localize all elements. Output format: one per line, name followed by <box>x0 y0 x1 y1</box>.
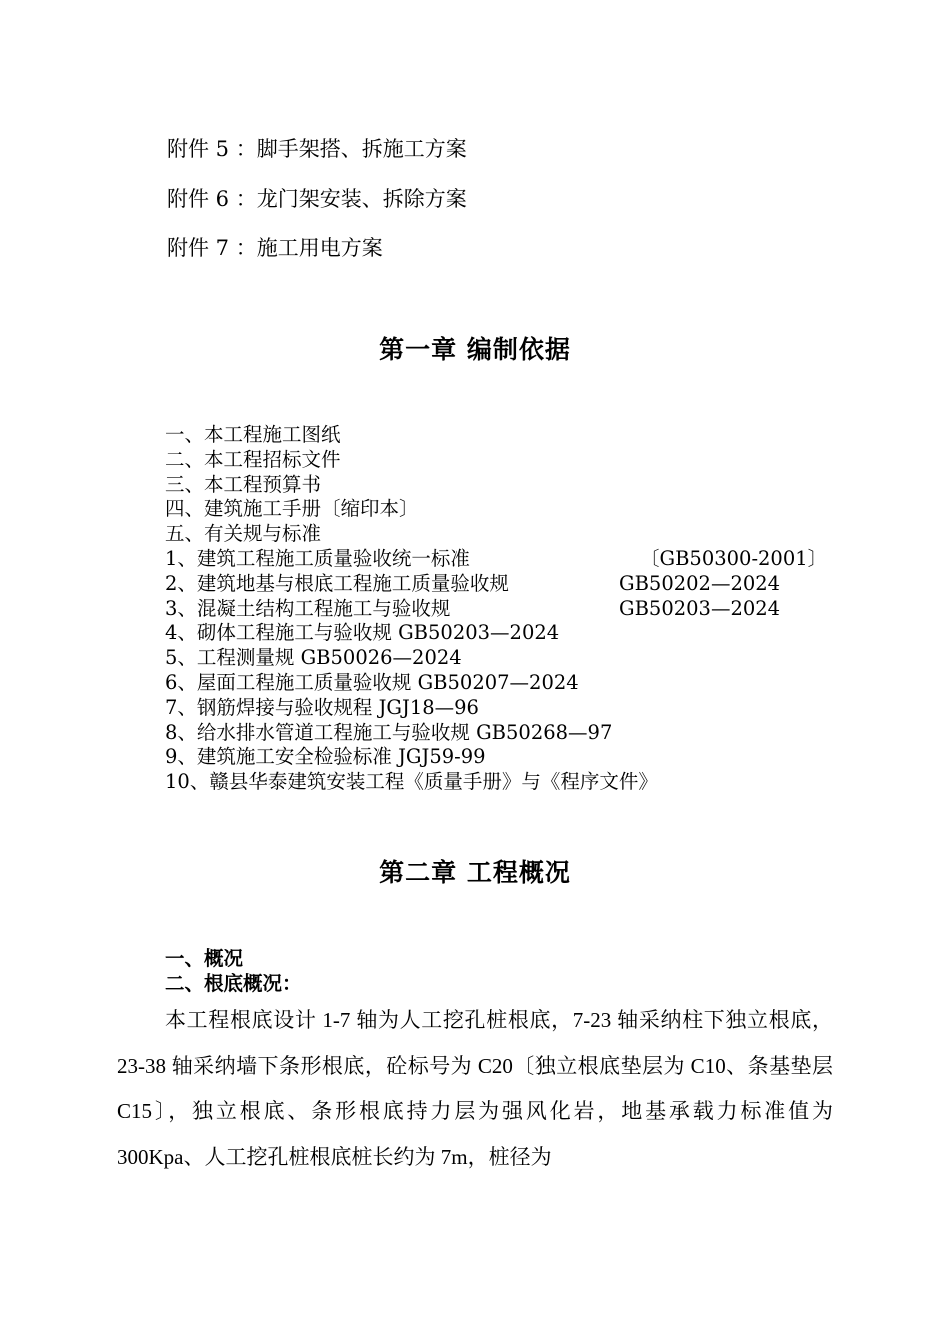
list-item <box>165 696 905 721</box>
list-item <box>165 423 905 448</box>
section-heading-foundation: 二、根底概况： <box>165 972 302 995</box>
attachment-text: 施工用电方案 <box>256 236 383 260</box>
standard-code: GB50202—2024 <box>619 571 781 595</box>
attachment-5 <box>167 135 467 163</box>
list-item <box>165 572 905 597</box>
list-item-text: 一、本工程施工图纸 <box>165 423 341 446</box>
list-item-text: 8、给水排水管道工程施工与验收规 GB50268—97 <box>165 720 613 744</box>
list-item <box>165 745 905 770</box>
list-item <box>165 473 905 498</box>
list-item-text: 二、本工程招标文件 <box>165 447 341 471</box>
list-item-text: 7、钢筋焊接与验收规程 JGJ18—96 <box>165 695 479 719</box>
list-item <box>165 448 905 473</box>
list-item <box>165 597 905 622</box>
attachment-label: 附件 5 ： <box>167 137 257 161</box>
list-item-text: 1、建筑工程施工质量验收统一标准 <box>165 546 470 570</box>
attachment-7 <box>167 234 383 262</box>
list-item-text: 4、砌体工程施工与验收规 GB50203—2024 <box>165 621 560 645</box>
section-heading-overview: 一、概况 <box>165 947 244 970</box>
chapter-2-title: 第二章 工程概况 <box>379 858 571 887</box>
list-item-text: 2、建筑地基与根底工程施工质量验收规 <box>165 571 509 595</box>
foundation-paragraph: 本工程根底设计 1-7 轴为人工挖孔桩根底，7-23 轴采纳柱下独立根底，23-38 轴采纳墙下条形根底，砼标号为 C20〔独立根底垫层为 C10、条基垫层 C15〕，独立根底、条形根底持力层为强风化岩，地基承载力标准值为 300Kpa、人工挖孔桩根底桩长约为 7m，桩径为 <box>117 1008 833 1169</box>
chapter-1-title: 第一章 编制依据 <box>379 335 571 364</box>
list-item <box>165 646 905 671</box>
list-item-text: 10、赣县华泰建筑安装工程《质量手册》与《程序文件》 <box>165 770 658 794</box>
attachment-6 <box>167 185 467 213</box>
standard-code: GB50203—2024 <box>619 596 781 620</box>
list-item <box>165 671 905 696</box>
list-item-text: 三、本工程预算书 <box>165 472 322 496</box>
list-item-text: 四、建筑施工手册〔缩印本〕 <box>165 497 419 521</box>
attachment-label: 附件 6 ： <box>167 187 257 211</box>
list-item <box>165 547 905 572</box>
list-item-text: 5、工程测量规 GB50026—2024 <box>165 646 462 670</box>
list-item <box>165 770 905 795</box>
attachment-text: 脚手架搭、拆施工方案 <box>256 137 467 161</box>
list-item <box>165 721 905 746</box>
attachment-text: 龙门架安装、拆除方案 <box>256 187 467 211</box>
basis-list <box>165 423 905 795</box>
list-item-text: 6、屋面工程施工质量验收规 GB50207—2024 <box>165 670 579 694</box>
list-item <box>165 621 905 646</box>
list-item-text: 五、有关规与标准 <box>165 522 322 546</box>
list-item <box>165 497 905 522</box>
list-item-text: 9、建筑施工安全检验标准 JGJ59-99 <box>165 745 486 769</box>
list-item-text: 3、混凝土结构工程施工与验收规 <box>165 596 451 620</box>
attachment-label: 附件 7 ： <box>167 236 257 260</box>
list-item <box>165 522 905 547</box>
standard-code: 〔GB50300-2001〕 <box>640 546 828 570</box>
